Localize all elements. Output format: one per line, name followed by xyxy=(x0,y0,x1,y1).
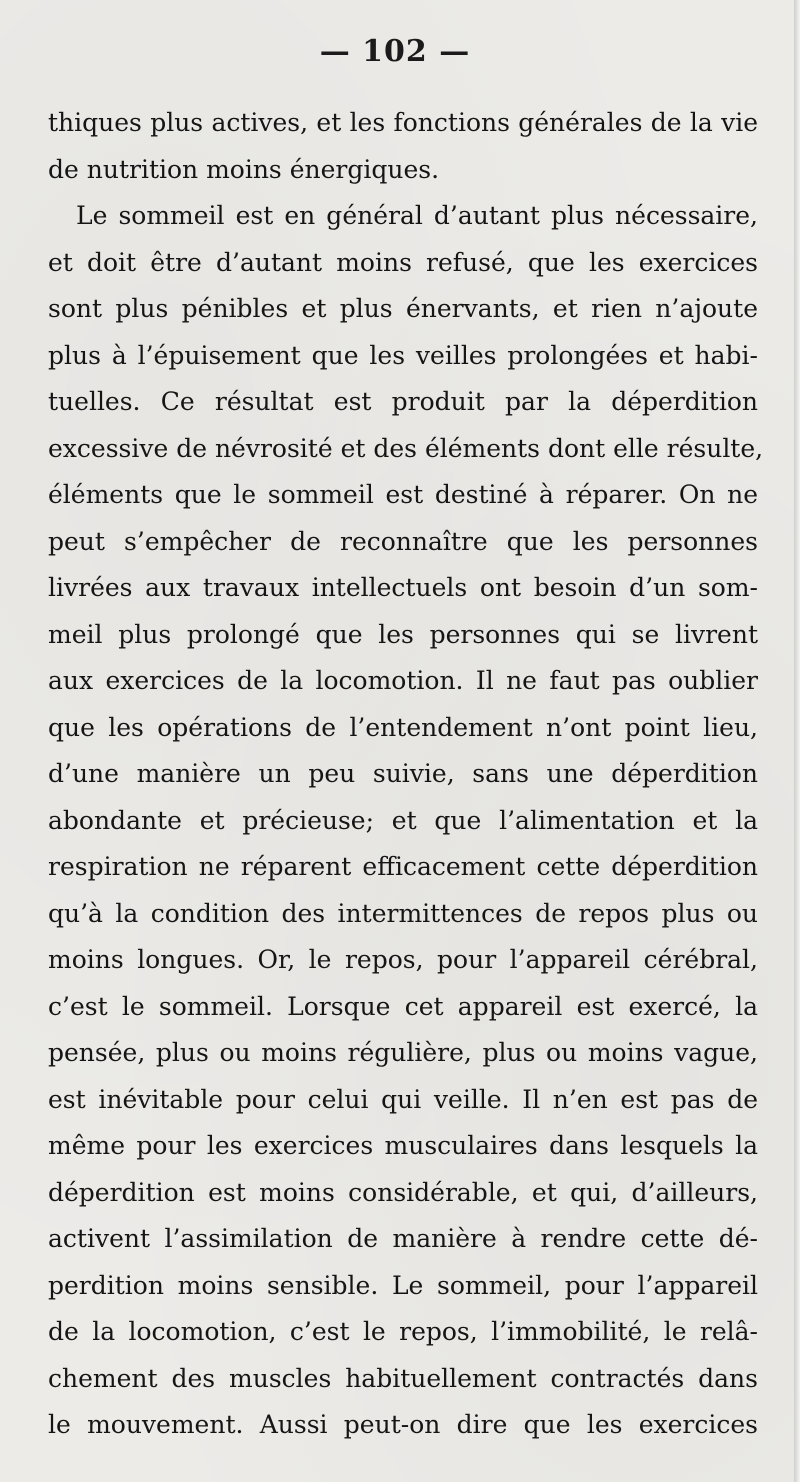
text-line: meil plus prolongé que les personnes qui se livrent xyxy=(48,619,758,649)
text-line: c’est le sommeil. Lorsque cet appareil est exercé, la xyxy=(48,991,758,1021)
text-line: même pour les exercices musculaires dans lesquels la xyxy=(48,1131,758,1160)
text-line: moins longues. Or, le repos, pour l’appareil cérébral, xyxy=(48,945,758,974)
text-line: chement des muscles habituellement contractés dans xyxy=(48,1363,758,1393)
text-line: le mouvement. Aussi peut-on dire que les exercices xyxy=(48,1410,758,1439)
text-line: tuelles. Ce résultat est produit par la déperdition xyxy=(48,387,758,416)
page-number: — 102 — xyxy=(319,34,471,69)
page-edge xyxy=(794,0,800,1482)
text-line: livrées aux travaux intellectuels ont besoin d’un som- xyxy=(48,573,758,602)
text-line: plus à l’épuisement que les veilles prolongées et habi- xyxy=(48,340,758,370)
text-line: déperdition est moins considérable, et qui, d’ailleurs, xyxy=(48,1177,758,1207)
text-line: de la locomotion, c’est le repos, l’immobilité, le relâ- xyxy=(48,1317,758,1346)
text-line: sont plus pénibles et plus énervants, et rien n’ajoute xyxy=(48,294,758,323)
text-line: de nutrition moins énergiques. xyxy=(48,154,440,184)
text-line: et doit être d’autant moins refusé, que les exercices xyxy=(48,247,758,277)
text-line: peut s’empêcher de reconnaître que les personnes xyxy=(48,526,758,556)
text-line: Le sommeil est en général d’autant plus nécessaire, xyxy=(76,201,758,230)
text-line: excessive de névrosité et des éléments dont elle résulte, xyxy=(48,433,764,463)
body-text xyxy=(48,100,764,1449)
text-line: qu’à la condition des intermittences de repos plus ou xyxy=(48,898,758,928)
text-line: thiques plus actives, et les fonctions générales de la vie xyxy=(48,108,758,137)
text-line: perdition moins sensible. Le sommeil, pour l’appareil xyxy=(48,1270,758,1300)
text-line: aux exercices de la locomotion. Il ne faut pas oublier xyxy=(48,666,758,695)
text-line: que les opérations de l’entendement n’ont point lieu, xyxy=(48,712,758,742)
text-line: abondante et précieuse; et que l’alimentation et la xyxy=(48,805,758,835)
text-line: activent l’assimilation de manière à rendre cette dé- xyxy=(48,1224,758,1253)
text-line: pensée, plus ou moins régulière, plus ou moins vague, xyxy=(48,1038,758,1067)
text-line: d’une manière un peu suivie, sans une déperdition xyxy=(48,759,758,788)
text-line: éléments que le sommeil est destiné à réparer. On ne xyxy=(48,480,758,509)
text-line: est inévitable pour celui qui veille. Il n’en est pas de xyxy=(48,1084,758,1114)
text-line: respiration ne réparent efficacement cette déperdition xyxy=(48,852,758,881)
